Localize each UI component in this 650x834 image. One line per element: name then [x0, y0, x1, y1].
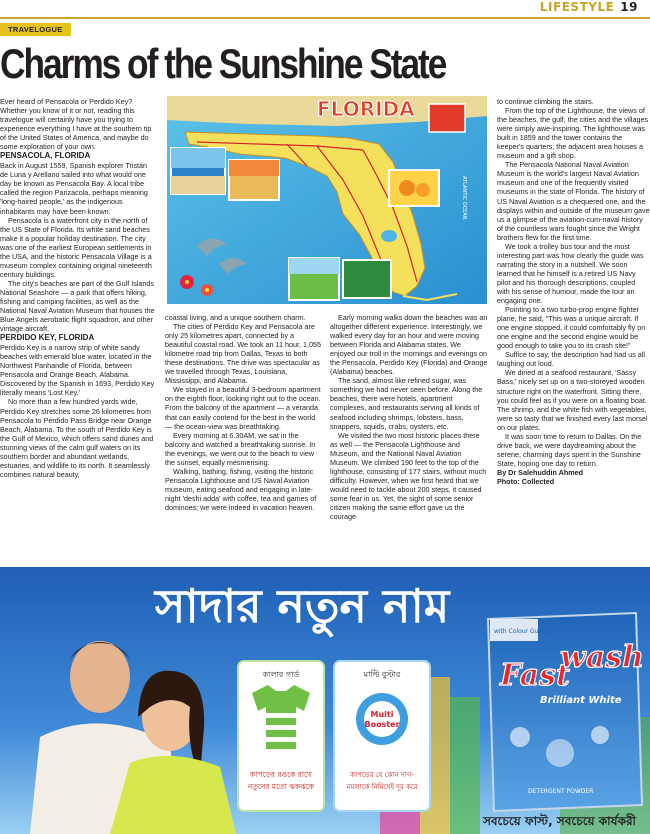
- florida-map-illustration: [167, 96, 487, 304]
- feature-caption-right-2: ময়লাকে নিমিষেই দূর করে: [346, 783, 418, 791]
- ocean-label: ATLANTIC OCEAN: [461, 176, 467, 220]
- paragraph: We dined at a seafood restaurant, 'Sassy Bass,' nicely set up on a two-storeyed wooden structure right on the waterfront. Sitting there, you could feel as if you were on a floating boat. The shrimp, and the white fish with vegetables, were so tasty that we finished every last morsel on our plates.: [497, 368, 648, 432]
- article-headline: Charms of the Sunshine State: [0, 40, 446, 87]
- paragraph: From the top of the Lighthouse, the views of the beaches, the gulf, the cities and the villages were simply awe-inspiring. The lighthouse was built in 1859 and the tower contains the keeper's quarters; the adjacent area houses a museum and a gift shop.: [497, 106, 649, 161]
- section-kicker: TRAVELOGUE: [0, 23, 71, 36]
- paragraph: Back in August 1559, Spanish explorer Tristán de Luna y Arellano sailed into what would one day be known as Pensacola Bay. A local tribe called the region Panzacola, perhaps meaning 'long-haired people,' as the indigenous inhabitants may have been known.: [0, 161, 148, 216]
- feature-label-right: মাল্টি বুস্টার: [363, 670, 401, 679]
- ad-headline: সাদার নতুন নাম: [155, 579, 450, 633]
- paragraph: We stayed in a beautiful 3-bedroom apartment on the eighth floor, looking right out to the ocean. From the balcony of the apartment — a veranda that can easily contend for the best in the world — the ocean-view was breathtaking.: [165, 385, 321, 431]
- paragraph: It was soon time to return to Dallas. On the drive back, we were daydreaming about the serene, charming days spent in the Sunshine State, hoping one day to return.: [497, 431, 642, 468]
- photo-tile-everglades: [343, 260, 391, 298]
- paragraph: coastal living, and a unique southern charm.: [165, 313, 306, 322]
- masthead-style: STYLE: [570, 0, 615, 14]
- pack-brand-wash: wash: [560, 640, 644, 675]
- photo-tile-lighthouse: [429, 104, 465, 132]
- masthead-life: LIFE: [539, 0, 571, 14]
- page-number: 19: [620, 0, 638, 14]
- paragraph: We visited the two most historic places there as well — the Pensacola Lighthouse and Museum, and the National Naval Aviation Museum. We climbed 190 feet to the top of the lighthouse, consisting of 177 stairs, without much difficulty. However, when we first heard that we would need to tackle about 200 steps, it caused some fear in us. Yet, the sight of some senior citizen making the same effort gave us the courage: [330, 430, 487, 522]
- paragraph: to continue climbing the stairs.: [497, 97, 594, 106]
- feature-caption-right-1: কাপড়ের যে কোন দাগ-: [350, 771, 414, 779]
- subhead-perdido-key: PERDIDO KEY, FLORIDA: [0, 333, 95, 343]
- intro-paragraph: Ever heard of Pensacola or Perdido Key? Whether you know of it or not, reading this travelogue will certainly have you trying to experience everything I have at the southern tip of the United States of America, and maybe do some exploration of your own.: [0, 97, 152, 152]
- masthead-rule: [0, 17, 650, 19]
- pack-small-print: DETERGENT POWDER: [528, 788, 594, 795]
- paragraph: Pensacola is a waterfront city in the north of the US State of Florida. Its white sand beaches make it a popular holiday destination. The city was one of the earliest European settlements in the USA, and the historic Pensacola Village is a museum complex containing original nineteenth century buildings.: [0, 215, 152, 279]
- photo-credit: Photo: Collected: [497, 476, 555, 486]
- detergent-pack: [488, 613, 644, 811]
- advertisement-svg: [0, 567, 650, 834]
- feature-caption-left-1: কাপড়ের রঙকে রাখে: [250, 770, 312, 779]
- lake-okeechobee: [381, 230, 397, 242]
- pack-subtitle: Brilliant White: [540, 695, 622, 706]
- paragraph: The sand, almost like refined sugar, was something we had never seen before. Along the beaches, there were hotels, apartment complexes, and restaurants serving all kinds of seafood including shrimps, lobsters, bass, snappers, squids, crabs, oysters, etc.: [330, 376, 483, 431]
- map-title: FLORIDA: [317, 97, 415, 121]
- article-column-1: [0, 97, 156, 479]
- paragraph: Pointing to a two turbo-prop engine fighter plane, he said, "This was a unique aircraft. If one engine stopped, it could comfortably fly on one engine and the second engine would be good enough to take you to its crash site!": [497, 305, 646, 351]
- paragraph: Suffice to say, the description had had us all laughing out loud.: [497, 350, 645, 369]
- florida-map-svg: [167, 96, 487, 304]
- paragraph: The city's beaches are part of the Gulf Islands National Seashore — a park that offers hiking, fishing and camping facilities, as well as the National Naval Aviation Museum that houses the Blue Angels aerobatic flight squadron, and other vintage aircraft.: [0, 278, 155, 334]
- paragraph: We took a trolley bus tour and the most interesting part was how clearly the guide was narrating the story in a nutshell. We soon learned that he himself is a retired US Navy pilot and his thorough descriptions, coupled with his sense of humour, made the tour an engaging one.: [497, 241, 644, 306]
- paragraph: The Pensacola National Naval Aviation Museum is the world's largest Naval Aviation museum and one of the frequently visited museums in the state of Florida. The history of US Naval Aviation is a chequered one, and the displays within and outside of the museum gave us a glimpse of the aviation-cum-naval history of the countless wars fought since the Wright brothers flew for the first time.: [497, 160, 650, 242]
- booster-badge-line-1: Multi: [370, 710, 394, 719]
- ad-tagline: সবচেয়ে ফাস্ট, সবচেয়ে কার্যকরী: [482, 814, 636, 828]
- section-masthead: [540, 0, 638, 14]
- fast-wash-advertisement: [0, 567, 650, 834]
- paragraph: The cities of Perdido Key and Pensacola are only 25 kilometres apart, connected by a beautiful coastal road. We took an 11 hour, 1,055 kilometre road trip from Dallas, Texas to both these destinations. The drive was spectacular as we travelled through Texas, Louisiana, Mississippi, and Alabama.: [165, 322, 321, 386]
- booster-badge-line-2: Booster: [364, 720, 400, 729]
- feature-caption-left-2: নতুনের মতো ঝকঝকে: [247, 782, 315, 791]
- article-column-2: [165, 313, 323, 512]
- paragraph: Early morning walks down the beaches was an altogether different experience. Interestingly, we walked every day for an hour and were moving between Florida and Alabama states. We enjoyed our troll in the mornings and evenings on the Pensacola, Perdido Key (Florida) and Orange (Alabama) beaches.: [330, 313, 488, 377]
- paragraph: No more than a few hundred yards wide, Perdido Key stretches some 26 kilometres from Pensacola to Perdido Pass Bridge near Orange Beach, Alabama. To the south of Perdido Key is the Gulf of Mexico, which offers sand dunes and stunning views of the calm gulf waters on its southern border and abundant wetlands, estuaries, and wildlife to its north. It seamlessly combines natural beauty,: [0, 397, 154, 479]
- subhead-pensacola: PENSACOLA, FLORIDA: [0, 151, 91, 161]
- paragraph: Walking, bathing, fishing, visiting the historic Pensacola Lighthouse and US Naval Aviation museum, eating seafood and engaging in late-night 'deshi adda' with coffee, tea and games of dominoes; we were indeed in vacation heaven.: [165, 466, 317, 512]
- feature-label-left: কালার গার্ড: [262, 670, 300, 679]
- paragraph: Every morning at 6.30AM, we sat in the balcony and watched a breathtaking sunrise. In the evenings, we went out to the beach to view the sunset, equally mesmerising.: [165, 430, 316, 467]
- article-column-4: [497, 97, 650, 486]
- pack-brand-fast: Fast: [500, 658, 570, 693]
- paragraph: Perdido Key is a narrow strip of white sandy beaches with emerald blue water, located in the Northwest Panhandle of Florida, between Pensacola and Orange Beach, Alabama. Discovered by the Spanish in 1693, Perdido Key literally means 'Lost Key.': [0, 343, 155, 398]
- article-column-3: [330, 313, 488, 521]
- byline: By Dr Salehuddin Ahmed: [497, 467, 583, 477]
- pack-corner-text: with Colour Guard: [494, 628, 549, 635]
